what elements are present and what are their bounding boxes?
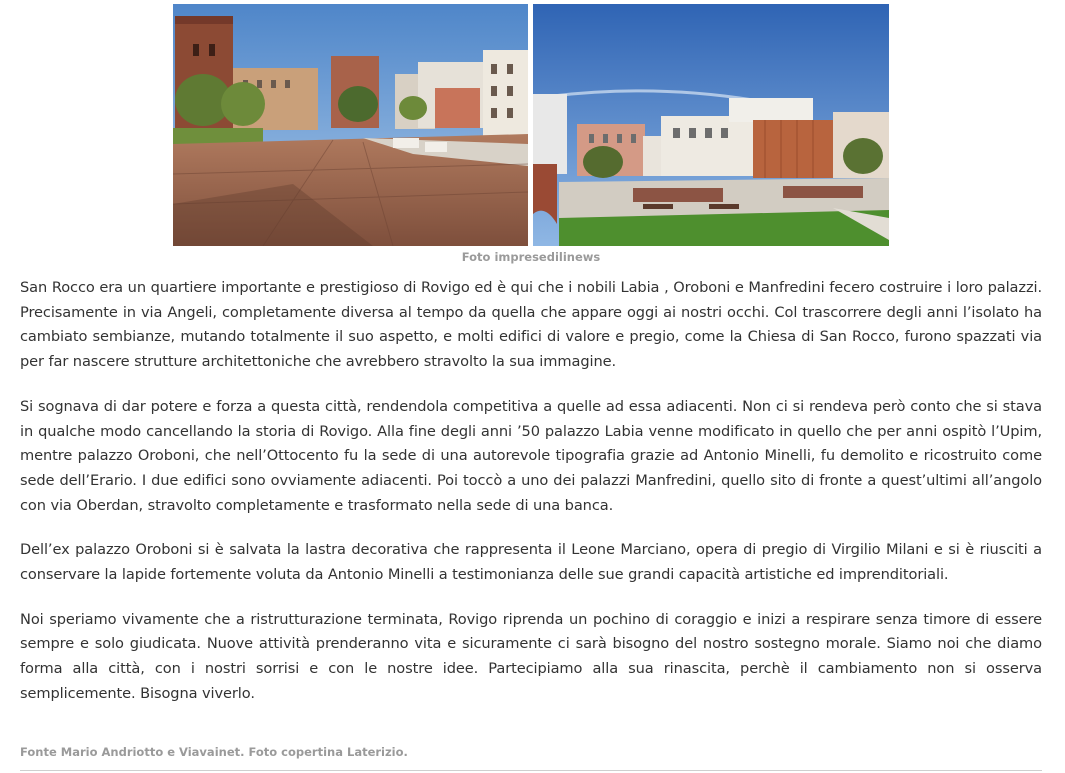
piazza-buildings-photo [533,4,889,246]
figure-caption: Foto impresedilinews [461,250,601,264]
paragraph: Si sognava di dar potere e forza a questa città, rendendola competitiva a quelle ad essa adiacenti. Non ci si rendeva però conto che si stava in qualche modo cancellando la storia di Rovigo. Alla fine degli anni ’50 palazzo Labia venne modificato in quello che per anni ospitò l’Upim, mentre palazzo Oroboni, che nell’Ottocento fu la sede di una autorevole tipografia grazie ad Antonio Minelli, fu demolito e ricostruito come sede dell’Erario. I due edifici sono ovviamente adiacenti. Poi toccò a uno dei palazzi Manfredini, quello sito di fronte a quest’ultimi all’angolo con via Oberdan, stravolto completamente e trasformato nella sede di una banca. [20,397,1042,514]
article-body [20,276,1042,727]
divider [20,770,1042,771]
article-figure [173,4,889,246]
paragraph: San Rocco era un quartiere importante e prestigioso di Rovigo ed è qui che i nobili Labia , Oroboni e Manfredini fecero costruire i loro palazzi. Precisamente in via Angeli, completamente diversa al tempo da quella che appare oggi ai nostri occhi. Col trascorrere degli anni l’isolato ha cambiato sembianze, mutando totalmente il suo aspetto, e molti edifici di valore e pregio, come la Chiesa di San Rocco, furono spazzati via per far nascere strutture architettoniche che avrebbero stravolto la sua immagine. [20,279,1042,371]
source-credits: Fonte Mario Andriotto e Viavainet. Foto copertina Laterizio. [20,745,408,759]
paragraph: Noi speriamo vivamente che a ristrutturazione terminata, Rovigo riprenda un pochino di coraggio e inizi a respirare senza timore di essere sempre e solo giudicata. Nuove attività prenderanno vita e sicuramente ci sarà bisogno del nostro sostegno morale. Siamo noi che diamo forma alla città, con i nostri sorrisi e con le nostre idee. Partecipiamo alla sua rinascita, perchè il cambiamento non si osserva semplicemente. Bisogna viverlo. [20,610,1042,702]
piazza-san-rocco-photo [173,4,528,246]
paragraph: Dell’ex palazzo Oroboni si è salvata la lastra decorativa che rappresenta il Leone Marciano, opera di pregio di Virgilio Milani e si è riusciti a conservare la lapide fortemente voluta da Antonio Minelli a testimonianza delle sue grandi capacità artistiche ed imprenditoriali. [20,541,1042,584]
